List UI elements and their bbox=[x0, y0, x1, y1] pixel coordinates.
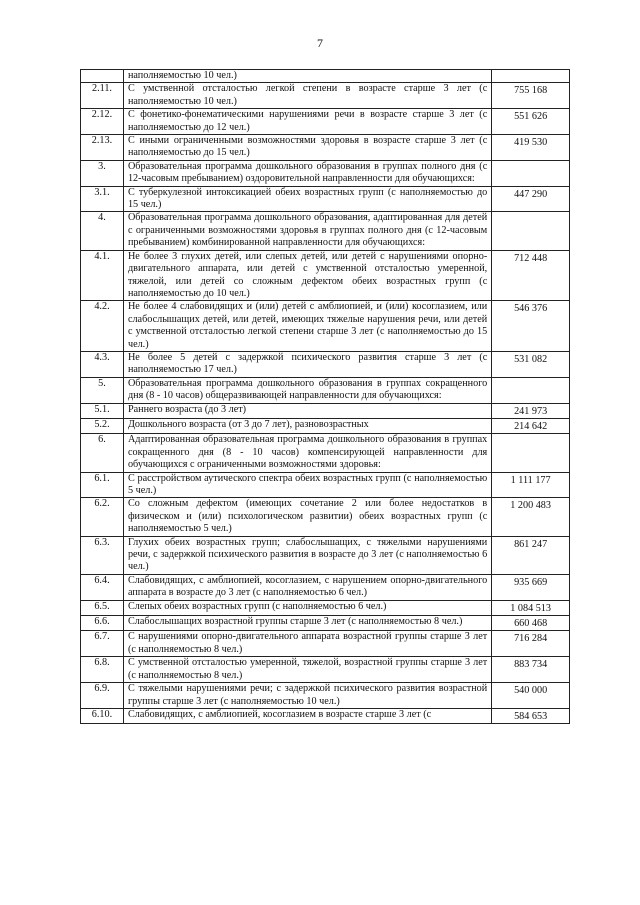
row-description: Слабовидящих, с амблиопией, косоглазием в возрасте старше 3 лет (с bbox=[123, 708, 491, 723]
table-row bbox=[81, 377, 570, 403]
row-number: 6. bbox=[81, 434, 124, 472]
row-description: Образовательная программа дошкольного образования в группах сокращенного дня (8 - 10 часов) общеразвивающей направленности для обучающихся: bbox=[123, 377, 491, 403]
row-number: 6.9. bbox=[81, 683, 124, 709]
row-number: 2.11. bbox=[81, 83, 124, 109]
row-value: 883 734 bbox=[492, 657, 570, 683]
row-value: 861 247 bbox=[492, 536, 570, 574]
table-row bbox=[81, 135, 570, 161]
row-number: 2.13. bbox=[81, 135, 124, 161]
row-value bbox=[492, 434, 570, 472]
row-description: С тяжелыми нарушениями речи; с задержкой психического развития возрастной группы старше 3 лет (с наполняемостью 10 чел.) bbox=[123, 683, 491, 709]
row-value: 660 468 bbox=[492, 616, 570, 631]
row-number: 2.12. bbox=[81, 109, 124, 135]
row-description: С туберкулезной интоксикацией обеих возрастных групп (с наполняемостью до 15 чел.) bbox=[123, 186, 491, 212]
row-description: Не более 3 глухих детей, или слепых детей, или детей с нарушениями опорно-двигательного аппарата, или детей с умственной отсталостью умеренной, тяжелой, или детей со сложным дефектом обеих возрастных групп (с наполняемостью до 10 чел.) bbox=[123, 250, 491, 301]
row-description: Слабовидящих, с амблиопией, косоглазием, с нарушением опорно-двигательного аппарата в возрасте до 3 лет (с наполняемостью 6 чел.) bbox=[123, 574, 491, 600]
row-value: 712 448 bbox=[492, 250, 570, 301]
row-description: С иными ограниченными возможностями здоровья в возрасте старше 3 лет (с наполняемостью до 15 чел.) bbox=[123, 135, 491, 161]
table-row bbox=[81, 403, 570, 418]
row-number: 6.3. bbox=[81, 536, 124, 574]
row-number bbox=[81, 70, 124, 83]
table-row bbox=[81, 574, 570, 600]
table-row bbox=[81, 600, 570, 615]
row-description: Не более 5 детей с задержкой психического развития старше 3 лет (с наполняемостью 17 чел.) bbox=[123, 351, 491, 377]
table-row bbox=[81, 212, 570, 250]
row-description: Образовательная программа дошкольного образования, адаптированная для детей с ограниченными возможностями здоровья в группах полного дня (с 12-часовым пребыванием) комбинированной направленности для обучающихся: bbox=[123, 212, 491, 250]
row-value: 531 082 bbox=[492, 351, 570, 377]
row-number: 5.2. bbox=[81, 418, 124, 433]
page-number: 7 bbox=[317, 36, 323, 50]
row-number: 6.4. bbox=[81, 574, 124, 600]
row-description: Адаптированная образовательная программа дошкольного образования в группах сокращенного дня (8 - 10 часов) компенсирующей направленности для обучающихся с ограниченными возможностями здоровья: bbox=[123, 434, 491, 472]
row-description: наполняемостью 10 чел.) bbox=[123, 70, 491, 83]
row-number: 6.7. bbox=[81, 631, 124, 657]
table-row bbox=[81, 472, 570, 498]
row-value: 1 111 177 bbox=[492, 472, 570, 498]
row-value: 214 642 bbox=[492, 418, 570, 433]
row-value: 540 000 bbox=[492, 683, 570, 709]
table-row bbox=[81, 536, 570, 574]
table-row bbox=[81, 708, 570, 723]
row-value: 241 973 bbox=[492, 403, 570, 418]
table-row bbox=[81, 351, 570, 377]
row-number: 4.2. bbox=[81, 301, 124, 352]
table-row bbox=[81, 301, 570, 352]
row-description: Не более 4 слабовидящих и (или) детей с амблиопией, и (или) косоглазием, или слабослышащих детей, или детей, имеющих тяжелые нарушения речи, или детей с умственной отсталостью легкой степени старше 3 лет (с наполняемостью до 15 чел.) bbox=[123, 301, 491, 352]
table-row bbox=[81, 418, 570, 433]
row-description: Раннего возраста (до 3 лет) bbox=[123, 403, 491, 418]
row-value bbox=[492, 212, 570, 250]
row-description: С расстройством аутического спектра обеих возрастных групп (с наполняемостью 5 чел.) bbox=[123, 472, 491, 498]
table-row bbox=[81, 70, 570, 83]
table-row bbox=[81, 109, 570, 135]
table-row bbox=[81, 498, 570, 536]
table-row bbox=[81, 83, 570, 109]
row-value: 1 084 513 bbox=[492, 600, 570, 615]
table-body bbox=[81, 70, 570, 724]
row-description: С фонетико-фонематическими нарушениями речи в возрасте старше 3 лет (с наполняемостью до 12 чел.) bbox=[123, 109, 491, 135]
row-value: 1 200 483 bbox=[492, 498, 570, 536]
row-number: 4. bbox=[81, 212, 124, 250]
row-number: 6.10. bbox=[81, 708, 124, 723]
row-description: Слепых обеих возрастных групп (с наполняемостью 6 чел.) bbox=[123, 600, 491, 615]
table-row bbox=[81, 657, 570, 683]
row-value: 584 653 bbox=[492, 708, 570, 723]
row-number: 5.1. bbox=[81, 403, 124, 418]
row-value: 419 530 bbox=[492, 135, 570, 161]
table-row bbox=[81, 683, 570, 709]
row-value: 755 168 bbox=[492, 83, 570, 109]
row-description: С нарушениями опорно-двигательного аппарата возрастной группы старше 3 лет (с наполняемостью 8 чел.) bbox=[123, 631, 491, 657]
row-number: 3. bbox=[81, 160, 124, 186]
tariff-table bbox=[80, 69, 570, 724]
row-value: 551 626 bbox=[492, 109, 570, 135]
row-number: 4.3. bbox=[81, 351, 124, 377]
row-value bbox=[492, 70, 570, 83]
row-description: С умственной отсталостью легкой степени в возрасте старше 3 лет (с наполняемостью 10 чел.) bbox=[123, 83, 491, 109]
row-number: 6.8. bbox=[81, 657, 124, 683]
row-number: 3.1. bbox=[81, 186, 124, 212]
row-number: 5. bbox=[81, 377, 124, 403]
row-number: 6.5. bbox=[81, 600, 124, 615]
row-number: 6.1. bbox=[81, 472, 124, 498]
row-value bbox=[492, 160, 570, 186]
row-value: 447 290 bbox=[492, 186, 570, 212]
row-description: Со сложным дефектом (имеющих сочетание 2 или более недостатков в физическом и (или) психологическом развитии) обеих возрастных групп (с наполняемостью 5 чел.) bbox=[123, 498, 491, 536]
table-row bbox=[81, 631, 570, 657]
table-row bbox=[81, 186, 570, 212]
row-description: Образовательная программа дошкольного образования в группах полного дня (с 12-часовым пребыванием) оздоровительной направленности для обучающихся: bbox=[123, 160, 491, 186]
table-row bbox=[81, 616, 570, 631]
row-number: 6.2. bbox=[81, 498, 124, 536]
row-description: С умственной отсталостью умеренной, тяжелой, возрастной группы старше 3 лет (с наполняемостью 8 чел.) bbox=[123, 657, 491, 683]
row-value: 716 284 bbox=[492, 631, 570, 657]
row-description: Дошкольного возраста (от 3 до 7 лет), разновозрастных bbox=[123, 418, 491, 433]
row-description: Глухих обеих возрастных групп; слабослышащих, с тяжелыми нарушениями речи, с задержкой психического развития в возрасте до 3 лет (с наполняемостью 6 чел.) bbox=[123, 536, 491, 574]
row-description: Слабослышащих возрастной группы старше 3 лет (с наполняемостью 8 чел.) bbox=[123, 616, 491, 631]
row-number: 6.6. bbox=[81, 616, 124, 631]
table-row bbox=[81, 160, 570, 186]
row-value: 546 376 bbox=[492, 301, 570, 352]
row-value bbox=[492, 377, 570, 403]
row-value: 935 669 bbox=[492, 574, 570, 600]
row-number: 4.1. bbox=[81, 250, 124, 301]
table-row bbox=[81, 250, 570, 301]
table-row bbox=[81, 434, 570, 472]
